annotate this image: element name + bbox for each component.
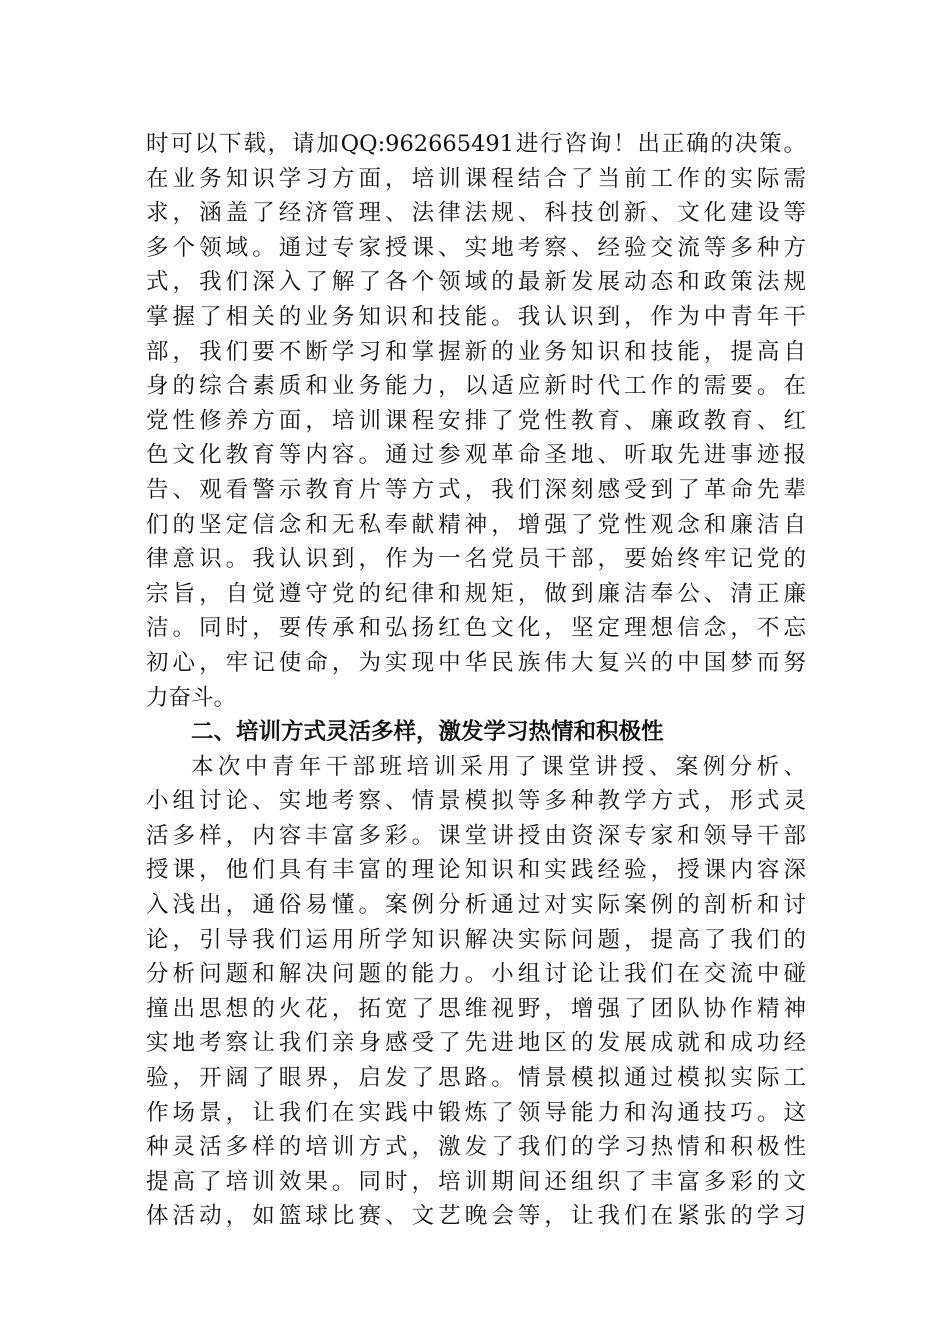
text-line: 活多样，内容丰富多彩。课堂讲授由资深专家和领导干部 <box>146 822 806 849</box>
text-line: 力奋斗。 <box>146 684 237 711</box>
text-line: 色文化教育等内容。通过参观革命圣地、听取先进事迹报 <box>146 442 806 469</box>
text-line: 提高了培训效果。同时，培训期间还组织了丰富多彩的文 <box>146 1168 806 1195</box>
text-line: 律意识。我认识到，作为一名党员干部，要始终牢记党的 <box>146 546 806 573</box>
text-line: 洁。同时，要传承和弘扬红色文化，坚定理想信念，不忘 <box>146 615 806 642</box>
text-line: 多个领域。通过专家授课、实地考察、经验交流等多种方 <box>146 234 806 261</box>
section-heading: 二、培训方式灵活多样，激发学习热情和积极性 <box>191 719 664 746</box>
text-line: 撞出思想的火花，拓宽了思维视野，增强了团队协作精神 <box>146 995 806 1022</box>
text-line: 体活动，如篮球比赛、文艺晚会等，让我们在紧张的学习 <box>146 1203 806 1230</box>
paragraph-first-line: 本次中青年干部班培训采用了课堂讲授、案例分析、 <box>191 753 806 780</box>
text-line: 部，我们要不断学习和掌握新的业务知识和技能，提高自 <box>146 338 806 365</box>
text-line: 式，我们深入了解了各个领域的最新发展动态和政策法规 <box>146 269 806 296</box>
text-line: 小组讨论、实地考察、情景模拟等多种教学方式，形式灵 <box>146 788 806 815</box>
text-line: 入浅出，通俗易懂。案例分析通过对实际案例的剖析和讨 <box>146 892 806 919</box>
text-line: 时可以下载，请加QQ:962665491进行咨询！出正确的决策。 <box>146 131 806 157</box>
text-line: 验，开阔了眼界，启发了思路。情景模拟通过模拟实际工 <box>146 1065 806 1092</box>
document-page <box>146 127 806 1234</box>
text-line: 种灵活多样的培训方式，激发了我们的学习热情和积极性 <box>146 1134 806 1161</box>
text-line: 党性修养方面，培训课程安排了党性教育、廉政教育、红 <box>146 407 806 434</box>
text-line: 们的坚定信念和无私奉献精神，增强了党性观念和廉洁自 <box>146 511 806 538</box>
text-line: 实地考察让我们亲身感受了先进地区的发展成就和成功经 <box>146 1030 806 1057</box>
text-line: 作场景，让我们在实践中锻炼了领导能力和沟通技巧。这 <box>146 1099 806 1126</box>
text-line: 分析问题和解决问题的能力。小组讨论让我们在交流中碰 <box>146 961 806 988</box>
text-line: 求，涵盖了经济管理、法律法规、科技创新、文化建设等 <box>146 200 806 227</box>
text-line: 宗旨，自觉遵守党的纪律和规矩，做到廉洁奉公、清正廉 <box>146 580 806 607</box>
text-line: 论，引导我们运用所学知识解决实际问题，提高了我们的 <box>146 926 806 953</box>
text-line: 告、观看警示教育片等方式，我们深刻感受到了革命先辈 <box>146 476 806 503</box>
text-line: 在业务知识学习方面，培训课程结合了当前工作的实际需 <box>146 165 806 192</box>
text-line: 授课，他们具有丰富的理论知识和实践经验，授课内容深 <box>146 857 806 884</box>
text-line: 身的综合素质和业务能力，以适应新时代工作的需要。在 <box>146 373 806 400</box>
text-line: 掌握了相关的业务知识和技能。我认识到，作为中青年干 <box>146 303 806 330</box>
text-line: 初心，牢记使命，为实现中华民族伟大复兴的中国梦而努 <box>146 649 806 676</box>
